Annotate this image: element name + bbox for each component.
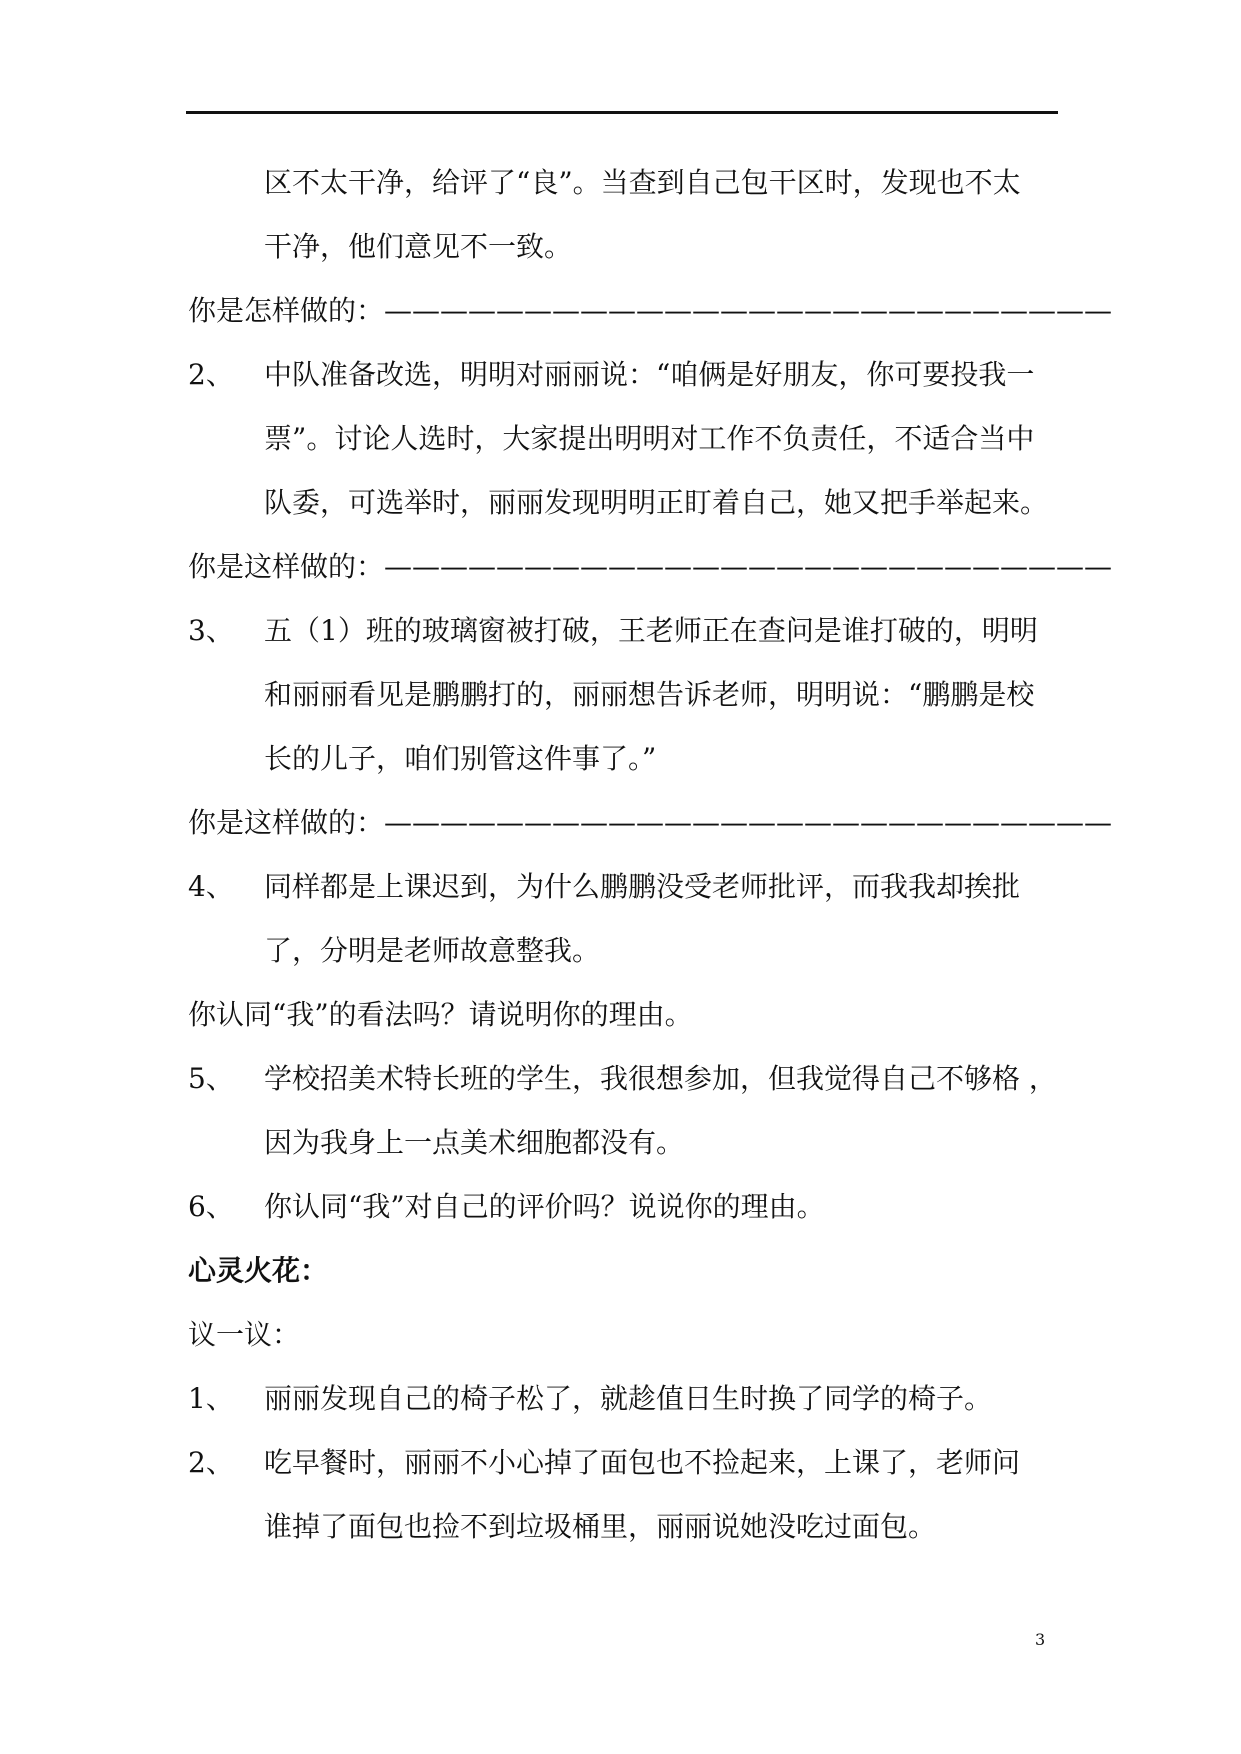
answer-prompt-3: 你是这样做的：——————————————————————————	[188, 806, 1113, 839]
section-title: 心灵火花：	[188, 1254, 329, 1287]
case-2-line-3: 队委，可选举时，丽丽发现明明正盯着自己，她又把手举起来。	[264, 486, 1049, 519]
intro-line-2: 干净，他们意见不一致。	[264, 230, 573, 263]
subheading: 议一议：	[188, 1318, 301, 1351]
case-3-number: 3、	[188, 614, 234, 647]
discuss-2-line-2: 谁掉了面包也捡不到垃圾桶里，丽丽说她没吃过面包。	[264, 1510, 937, 1543]
case-6-number: 6、	[188, 1190, 234, 1223]
discuss-1-line-1: 丽丽发现自己的椅子松了，就趁值日生时换了同学的椅子。	[264, 1382, 993, 1415]
case-2-line-1: 中队准备改选，明明对丽丽说：“咱俩是好朋友，你可要投我一	[264, 358, 1035, 391]
case-2-line-2: 票”。讨论人选时，大家提出明明对工作不负责任，不适合当中	[264, 422, 1035, 455]
case-3-line-3: 长的儿子，咱们别管这件事了。”	[264, 742, 657, 775]
case-4-line-1: 同样都是上课迟到，为什么鹏鹏没受老师批评，而我我却挨批	[264, 870, 1021, 903]
answer-prompt-1: 你是怎样做的：——————————————————————————	[188, 294, 1113, 327]
case-6-line-1: 你认同“我”对自己的评价吗？说说你的理由。	[264, 1190, 825, 1223]
case-5-line-1: 学校招美术特长班的学生，我很想参加，但我觉得自己不够格 ，	[264, 1062, 1057, 1095]
case-3-line-1: 五（1）班的玻璃窗被打破，王老师正在查问是谁打破的，明明	[264, 614, 1038, 647]
answer-prompt-2: 你是这样做的：——————————————————————————	[188, 550, 1113, 583]
page-number: 3	[1035, 1630, 1046, 1649]
case-5-number: 5、	[188, 1062, 234, 1095]
discuss-1-number: 1、	[188, 1382, 234, 1415]
case-4-number: 4、	[188, 870, 234, 903]
case-4-line-2: 了，分明是老师故意整我。	[264, 934, 601, 967]
case-5-line-2: 因为我身上一点美术细胞都没有。	[264, 1126, 685, 1159]
case-2-number: 2、	[188, 358, 234, 391]
intro-line-1: 区不太干净，给评了“良”。当查到自己包干区时，发现也不太	[264, 166, 1021, 199]
answer-prompt-4: 你认同“我”的看法吗？请说明你的理由。	[188, 998, 693, 1031]
header-rule	[186, 111, 1058, 114]
discuss-2-line-1: 吃早餐时，丽丽不小心掉了面包也不捡起来，上课了，老师问	[264, 1446, 1021, 1479]
discuss-2-number: 2、	[188, 1446, 234, 1479]
case-3-line-2: 和丽丽看见是鹏鹏打的，丽丽想告诉老师，明明说：“鹏鹏是校	[264, 678, 1035, 711]
